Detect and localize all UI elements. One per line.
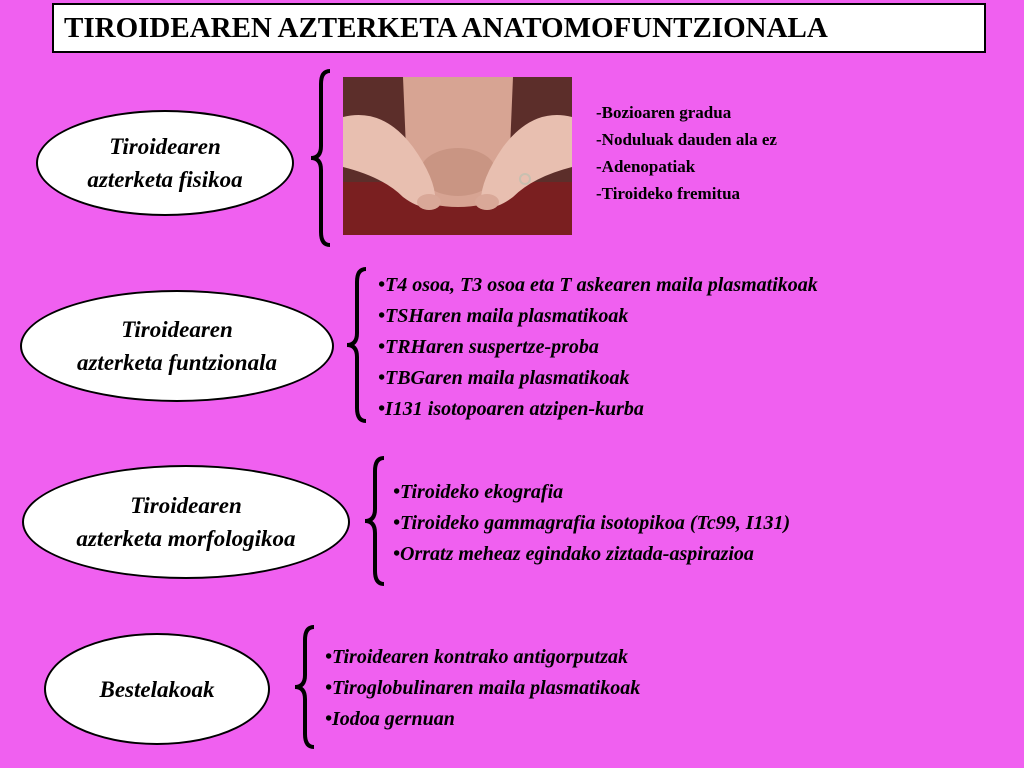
list-item: •I131 isotopoaren atzipen-kurba (378, 398, 644, 420)
ellipse-label-line: azterketa fisikoa (87, 167, 243, 192)
list-item: •TRHaren suspertze-proba (378, 336, 599, 358)
ellipse-label-line: Tiroidearen (109, 134, 221, 159)
list-item: •TBGaren maila plasmatikoak (378, 367, 630, 389)
ellipse-label-line: Tiroidearen (130, 493, 242, 518)
ellipse-label-line: Tiroidearen (121, 317, 233, 342)
list-item: •Tiroideko ekografia (393, 481, 564, 503)
list-item: •T4 osoa, T3 osoa eta T askearen maila plasmatikoak (378, 274, 818, 296)
list-item: •TSHaren maila plasmatikoak (378, 305, 629, 327)
other-tests-ellipse (44, 633, 270, 745)
functional-exam-ellipse (20, 290, 334, 402)
list-item: •Tiroideko gammagrafia isotopikoa (Tc99, I131) (393, 512, 791, 534)
list-item: •Tiroglobulinaren maila plasmatikoak (325, 677, 641, 699)
ellipse-label-line: Bestelakoak (99, 676, 215, 702)
physical-exam-ellipse (36, 110, 294, 216)
slide-title: TIROIDEAREN AZTERKETA ANATOMOFUNTZIONALA (52, 3, 986, 53)
list-item: -Noduluak dauden ala ez (596, 130, 777, 149)
physical-exam-list (596, 99, 777, 207)
list-item: -Bozioaren gradua (596, 103, 732, 122)
list-item: -Adenopatiak (596, 157, 696, 176)
list-item: -Tiroideko fremitua (596, 184, 741, 203)
curly-brace-icon (342, 266, 372, 424)
curly-brace-icon (360, 455, 390, 587)
other-tests-list (325, 642, 640, 735)
list-item: •Orratz meheaz egindako ziztada-aspirazioa (393, 543, 754, 565)
list-item: •Tiroidearen kontrako antigorputzak (325, 646, 628, 668)
morphological-exam-list (393, 477, 790, 570)
list-item: •Iodoa gernuan (325, 708, 455, 730)
functional-exam-list (378, 270, 818, 425)
curly-brace-icon (306, 68, 336, 248)
ellipse-label-line: azterketa morfologikoa (76, 526, 296, 551)
curly-brace-icon (290, 624, 320, 750)
morphological-exam-ellipse (22, 465, 350, 579)
ellipse-label-line: azterketa funtzionala (76, 350, 277, 375)
neck-palpation-photo (343, 77, 572, 235)
